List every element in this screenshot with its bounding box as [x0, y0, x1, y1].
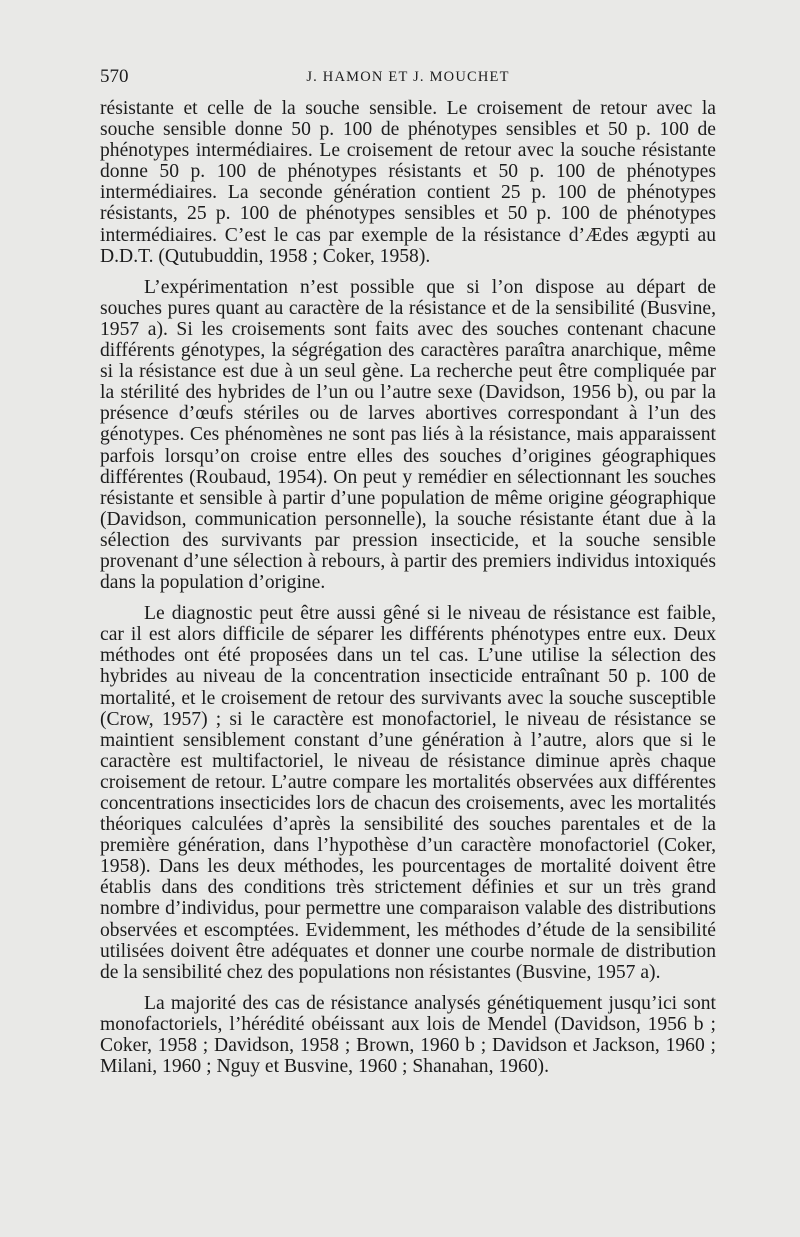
running-title: J. HAMON ET J. MOUCHET: [306, 69, 510, 85]
paragraph-1: résistante et celle de la souche sensible. Le croisement de retour avec la souche sensible donne 50 p. 100 de phénotypes sensibles et 50 p. 100 de phénotypes intermédiaires. Le croisement de retour avec la souche résistante donne 50 p. 100 de phénotypes résistants et 50 p. 100 de phénotypes intermédiaires. La seconde génération contient 25 p. 100 de phénotypes résistants, 25 p. 100 de phénotypes sensibles et 50 p. 100 de phénotypes intermédiaires. C’est le cas par exemple de la résistance d’Ædes ægypti au D.D.T. (Qutubuddin, 1958 ; Coker, 1958).: [100, 98, 716, 267]
paragraph-4: La majorité des cas de résistance analysés génétiquement jusqu’ici sont monofactoriels, l’hérédité obéissant aux lois de Mendel (Davidson, 1956 b ; Coker, 1958 ; Davidson, 1958 ; Brown, 1960 b ; Davidson et Jackson, 1960 ; Milani, 1960 ; Nguy et Busvine, 1960 ; Shanahan, 1960).: [100, 992, 716, 1078]
paragraph-2: L’expérimentation n’est possible que si l’on dispose au départ de souches pures quant au caractère de la résistance et de la sensibilité (Busvine, 1957 a). Si les croisements sont faits avec des souches contenant chacune différents génotypes, la ségrégation des caractères paraîtra anarchique, même si la résistance est due à un seul gène. La recherche peut être compliquée par la stérilité des hybrides de l’un ou l’autre sexe (Davidson, 1956 b), ou par la présence d’œufs stériles ou de larves abortives correspondant à l’un des génotypes. Ces phénomènes ne sont pas liés à la résistance, mais apparaissent parfois lorsqu’on croise entre elles des souches d’origines géographiques différentes (Roubaud, 1954). On peut y remédier en sélectionnant les souches résistante et sensible à partir d’une population de même origine géographique (Davidson, communication personnelle), la souche résistante étant due à la sélection des survivants par pression insecticide, et la souche sensible provenant d’une sélection à rebours, à partir des premiers individus intoxiqués dans la population d’origine.: [100, 276, 716, 594]
body-text: [100, 98, 716, 1077]
paragraph-3: Le diagnostic peut être aussi gêné si le niveau de résistance est faible, car il est alors difficile de séparer les différents phénotypes entre eux. Deux méthodes ont été proposées dans un tel cas. L’une utilise la sélection des hybrides au niveau de la concentration insecticide entraînant 50 p. 100 de mortalité, et le croisement de retour des survivants avec la souche susceptible (Crow, 1957) ; si le caractère est monofactoriel, le niveau de résistance se maintient sensiblement constant d’une génération à l’autre, alors que si le caractère est multifactoriel, le niveau de résistance diminue après chaque croisement de retour. L’autre compare les mortalités observées aux différentes concentrations insecticides lors de chacun des croisements, avec les mortalités théoriques calculées d’après la sensibilité des souches parentales et de la première génération, dans l’hypothèse d’un caractère monofactoriel (Coker, 1958). Dans les deux méthodes, les pourcentages de mortalité doivent être établis dans des conditions très strictement définies et sur un très grand nombre d’individus, pour permettre une comparaison valable des distributions observées et escomptées. Evidemment, les méthodes d’étude de la sensibilité utilisées doivent être adéquates et donner une courbe normale de distribution de la sensibilité chez des populations non résistantes (Busvine, 1957 a).: [100, 603, 716, 983]
page-number: 570: [100, 66, 129, 87]
running-head: [100, 66, 716, 90]
